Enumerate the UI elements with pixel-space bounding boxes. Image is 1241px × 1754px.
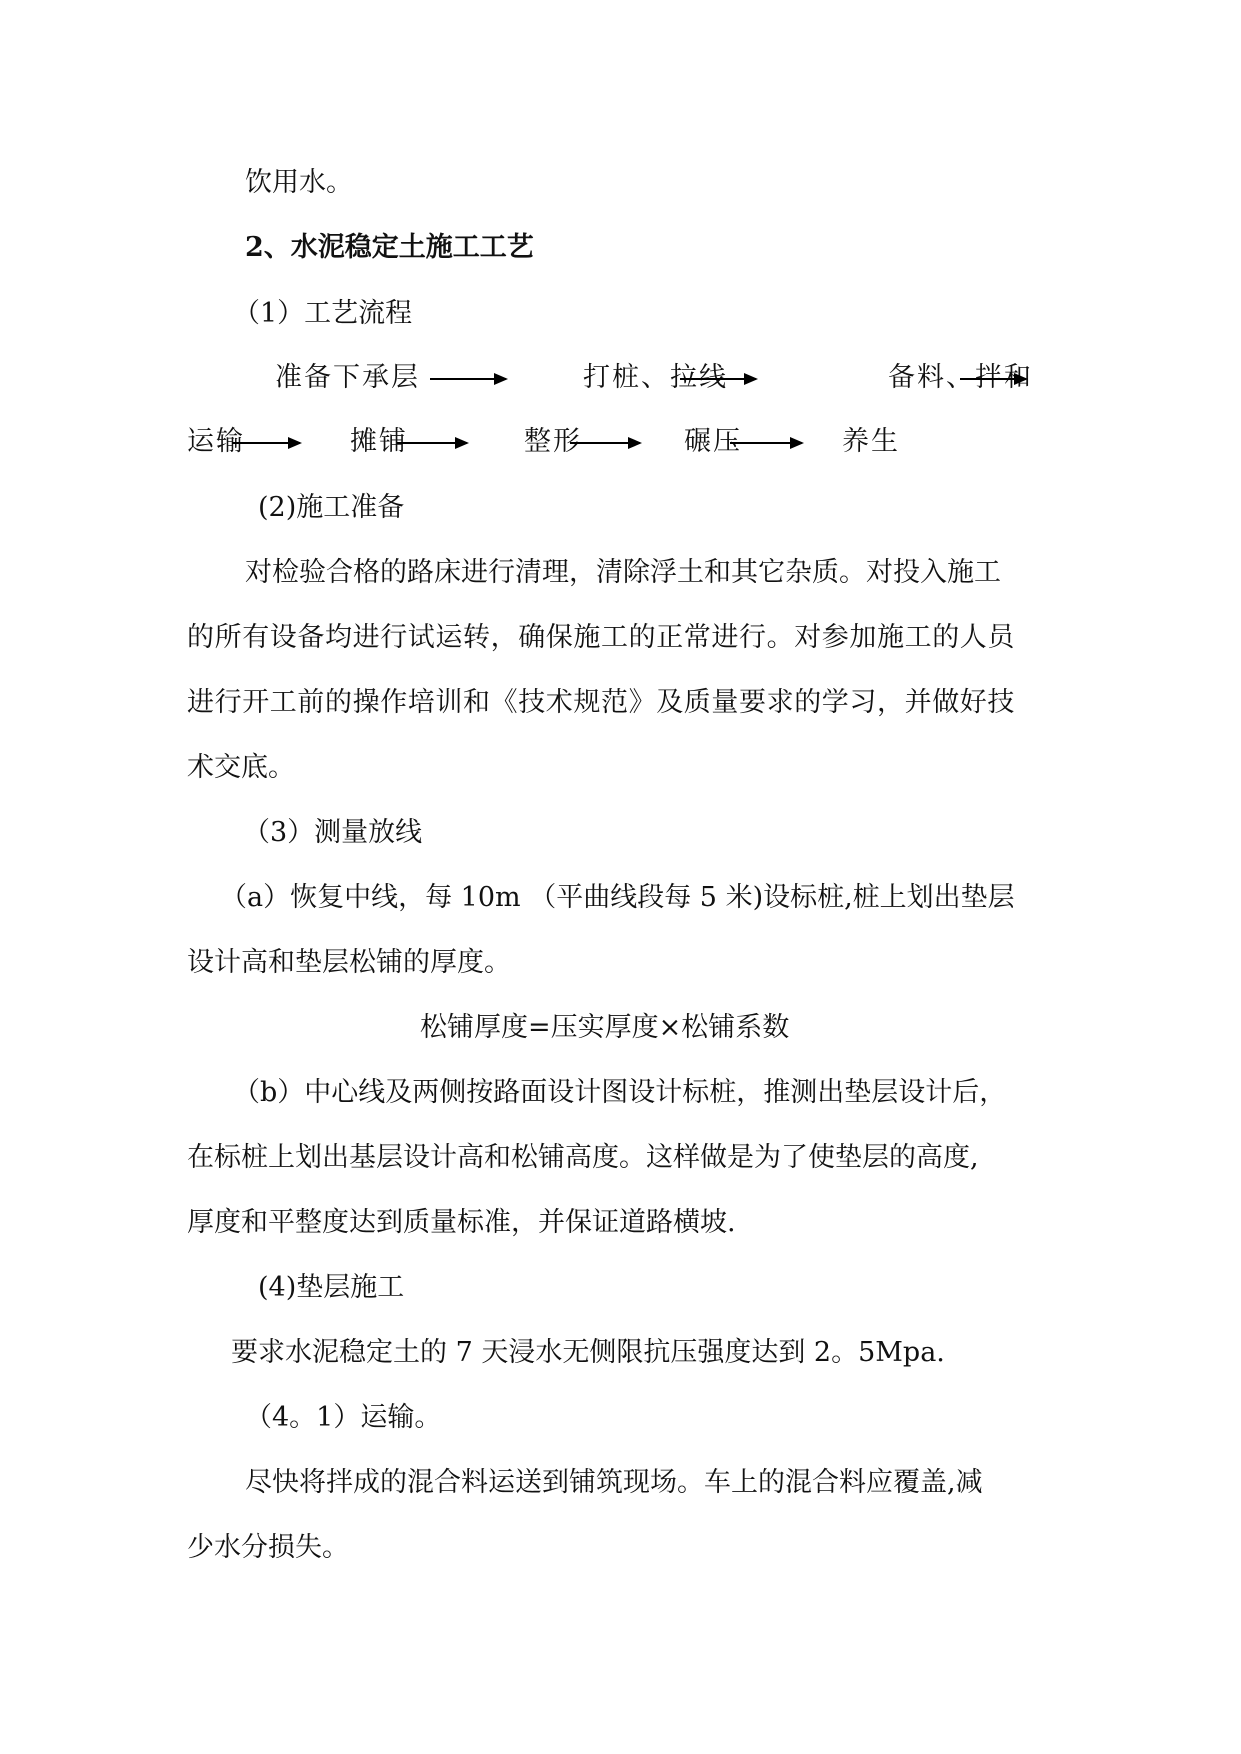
flow-arrow-icon	[730, 442, 802, 444]
flow-step: 准备下承层	[275, 362, 420, 393]
subsection-heading: （3）测量放线	[243, 817, 423, 848]
paragraph-line: 设计高和垫层松铺的厚度。	[187, 947, 511, 978]
flow-arrow-icon	[960, 378, 1026, 380]
paragraph-line: 对检验合格的路床进行清理，清除浮土和其它杂质。对投入施工	[245, 557, 1001, 588]
paragraph-line: 在标桩上划出基层设计高和松铺高度。这样做是为了使垫层的高度,	[187, 1142, 979, 1173]
paragraph-line: （b）中心线及两侧按路面设计图设计标桩，推测出垫层设计后，	[233, 1077, 1007, 1108]
flow-arrow-icon	[397, 442, 467, 444]
section-heading: 2、水泥稳定土施工工艺	[245, 232, 534, 263]
subsection-heading: (4)垫层施工	[258, 1272, 405, 1303]
paragraph-line: 的所有设备均进行试运转，确保施工的正常进行。对参加施工的人员	[187, 622, 1015, 653]
text-line: 饮用水。	[245, 167, 353, 198]
paragraph-line: 进行开工前的操作培训和《技术规范》及质量要求的学习，并做好技	[187, 687, 1015, 718]
paragraph-line: 尽快将拌成的混合料运送到铺筑现场。车上的混合料应覆盖,减	[245, 1467, 983, 1498]
subsection-heading: （1）工艺流程	[233, 298, 413, 329]
paragraph-line: 少水分损失。	[187, 1532, 349, 1563]
flow-arrow-icon	[430, 378, 506, 380]
flow-step: 运输	[187, 426, 245, 457]
paragraph-line: 要求水泥稳定土的 7 天浸水无侧限抗压强度达到 2。5Mpa.	[231, 1337, 945, 1368]
paragraph-line: 术交底。	[187, 752, 295, 783]
subsection-heading: (2)施工准备	[258, 492, 405, 523]
flow-step: 打桩、拉线	[583, 362, 728, 393]
paragraph-line: （a）恢复中线，每 10m （平曲线段每 5 米)设标桩,桩上划出垫层	[220, 882, 1015, 913]
flow-arrow-icon	[570, 442, 640, 444]
flow-step: 备料、拌和	[888, 362, 1033, 393]
flow-step: 摊铺	[350, 426, 408, 457]
flow-arrow-icon	[680, 378, 756, 380]
flow-step: 整形	[524, 426, 582, 457]
formula: 松铺厚度=压实厚度×松铺系数	[420, 1012, 790, 1043]
flow-arrow-icon	[232, 442, 300, 444]
flow-step: 碾压	[684, 426, 742, 457]
flow-step: 养生	[842, 426, 900, 457]
subsection-heading: （4。1）运输。	[245, 1402, 442, 1433]
paragraph-line: 厚度和平整度达到质量标准，并保证道路横坡.	[187, 1207, 736, 1238]
